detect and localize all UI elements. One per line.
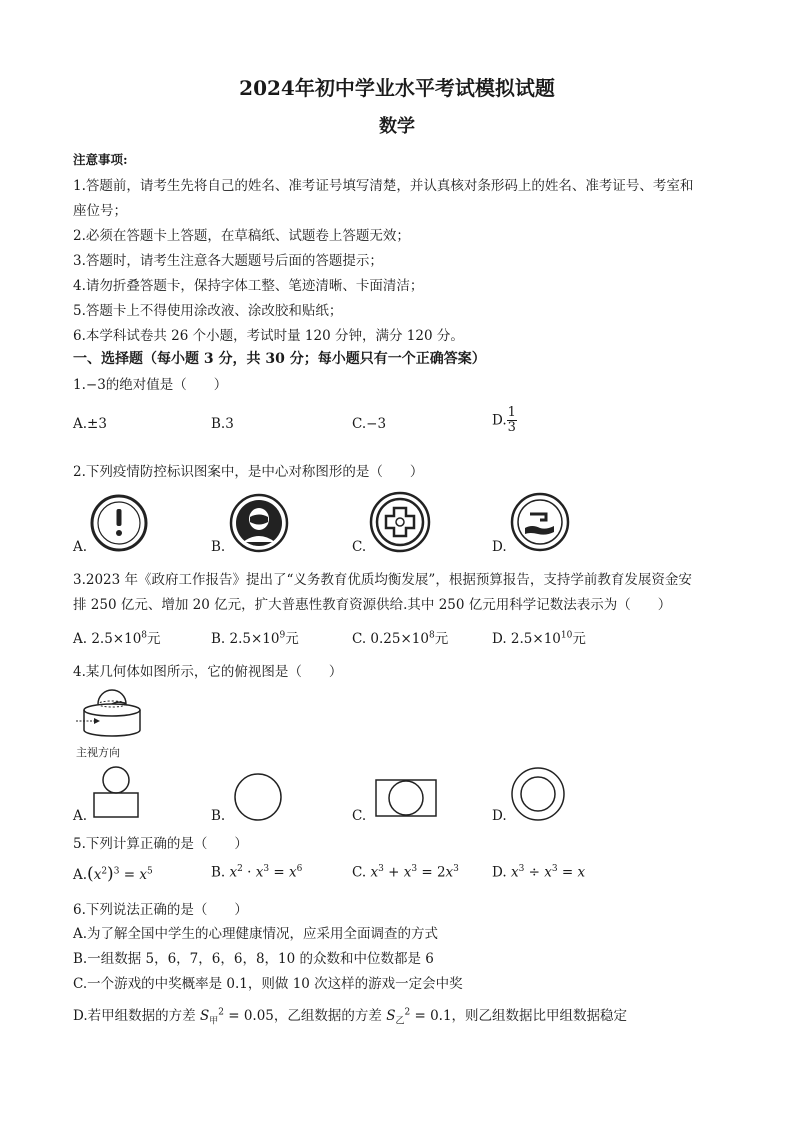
- notice-item: 6.本学科试卷共 26 个小题，考试时量 120 分钟，满分 120 分。: [73, 328, 464, 344]
- subject-title: 数学: [379, 116, 415, 137]
- q3-option-c: [352, 627, 448, 647]
- question-4-stem: 4.某几何体如图所示，它的俯视图是（ ）: [73, 664, 343, 680]
- exam-title: 2024年初中学业水平考试模拟试题: [239, 76, 555, 100]
- variance-symbol: S: [199, 1008, 210, 1024]
- q3-c-exponent: 8: [428, 630, 435, 641]
- fraction-denominator: 3: [507, 420, 516, 435]
- q3-c-unit: 元: [434, 631, 449, 647]
- variance-symbol: S: [386, 1008, 396, 1024]
- q3-a-exponent: 8: [141, 630, 148, 641]
- q1-option-c: C.−3: [352, 416, 387, 432]
- q5-option-a: $A.(x^2)^3 = x^5$: [73, 864, 153, 884]
- question-2-stem: 2.下列疫情防控标识图案中，是中心对称图形的是（ ）: [73, 464, 424, 480]
- q3-option-b: [211, 627, 299, 647]
- section-heading: 一、选择题（每小题 3 分，共 30 分；每小题只有一个正确答案）: [73, 351, 486, 367]
- q1-option-a: A.±3: [73, 416, 107, 432]
- q4-option-a: A.: [73, 808, 88, 824]
- variance-sub-jia: 甲: [209, 1016, 219, 1027]
- notice-item: 1.答题前，请考生先将自己的姓名、准考证号填写清楚，并认真核对条形码上的姓名、准考证号、考室和: [73, 178, 694, 194]
- q1-option-b: B.3: [211, 416, 234, 432]
- q6-d-part2: = 0.05，乙组数据的方差: [223, 1008, 387, 1024]
- q6-option-c: C.一个游戏的中奖概率是 0.1，则做 10 次这样的游戏一定会中奖: [73, 976, 463, 992]
- question-3-stem-line1: 3.2023 年《政府工作报告》提出了“义务教育优质均衡发展”，根据预算报告，支持学前教育发展资金安: [73, 572, 692, 588]
- fraction-numerator: 1: [507, 405, 516, 420]
- q2-option-c: C.: [352, 539, 367, 555]
- q5-d-label: D.: [492, 864, 507, 881]
- q3-b-exponent: 9: [279, 630, 286, 641]
- notice-item: 2.必须在答题卡上答题，在草稿纸、试题卷上答题无效；: [73, 228, 410, 244]
- q3-d-base: D. 2.5×10: [492, 631, 561, 647]
- q3-d-unit: 元: [572, 631, 586, 647]
- question-3-stem-line2: 排 250 亿元、增加 20 亿元，扩大普惠性教育资源供给.其中 250 亿元用科学记数法表示为（ ）: [73, 597, 672, 613]
- notice-item: 5.答题卡上不得使用涂改液、涂改胶和贴纸；: [73, 303, 343, 319]
- masked-person-icon: [228, 492, 290, 554]
- q2-option-d: D.: [492, 539, 507, 555]
- exclamation-sign-icon: [88, 492, 150, 554]
- q3-a-unit: 元: [147, 631, 161, 647]
- q3-option-a: [73, 627, 161, 647]
- medical-cross-icon: [368, 490, 432, 554]
- question-6-stem: 6.下列说法正确的是（ ）: [73, 902, 248, 918]
- q4-option-d-figure: [508, 764, 568, 824]
- variance-sub-yi: 乙: [395, 1016, 405, 1027]
- notice-item: 4.请勿折叠答题卡，保持字体工整、笔迹清晰、卡面清洁；: [73, 278, 424, 294]
- q4-option-a-figure: [88, 764, 144, 822]
- q3-c-base: C. 0.25×10: [352, 631, 429, 647]
- q4-option-b-figure: [230, 770, 286, 826]
- q3-a-base: A. 2.5×10: [73, 631, 142, 647]
- q3-option-d: [492, 627, 586, 647]
- notice-item: 3.答题时，请考生注意各大题题号后面的答题提示；: [73, 253, 383, 269]
- question-1-stem: 1.−3的绝对值是（ ）: [73, 377, 228, 393]
- solid-figure-icon: [74, 686, 148, 742]
- q6-option-d: D.若甲组数据的方差 $S_甲^2 = 0.05$，乙组数据的方差 $S_乙^2 = 0.1$，则乙组数据比甲组数据稳定: [73, 1007, 628, 1027]
- notice-item: 座位号；: [73, 203, 127, 219]
- q3-d-exponent: 10: [560, 630, 573, 641]
- q4-option-c-figure: [370, 770, 444, 826]
- q2-option-a: A.: [73, 539, 88, 555]
- q2-option-b: B.: [211, 539, 226, 555]
- q1-option-d-label: D.: [492, 412, 507, 429]
- q6-option-a: A.为了解全国中学生的心理健康情况，应采用全面调查的方式: [73, 926, 439, 942]
- q6-option-b: B.一组数据 5，6，7，6，6，8，10 的众数和中位数都是 6: [73, 951, 434, 967]
- q1-option-d: [492, 406, 517, 435]
- view-direction-label: 主视方向: [76, 746, 120, 759]
- q5-b-label: B.: [211, 864, 226, 881]
- q4-option-b: B.: [211, 808, 226, 824]
- q3-b-base: B. 2.5×10: [211, 631, 280, 647]
- q5-option-c: C. $x^3 + x^3 = 2x^3$: [352, 864, 459, 881]
- q3-b-unit: 元: [285, 631, 299, 647]
- fraction: [507, 406, 517, 435]
- hand-wash-icon: [508, 490, 572, 554]
- q6-d-part3: = 0.1，则乙组数据比甲组数据稳定: [410, 1008, 628, 1024]
- q5-option-b: B. $x^2 \cdot x^3 = x^6$: [211, 864, 303, 881]
- q5-option-d: D. $x^3 \div x^3 = x$: [492, 864, 586, 881]
- question-5-stem: 5.下列计算正确的是（ ）: [73, 836, 248, 852]
- q5-c-label: C.: [352, 864, 367, 881]
- q4-option-d: D.: [492, 808, 507, 824]
- q6-d-part1: D.若甲组数据的方差: [73, 1008, 200, 1024]
- q4-option-c: C.: [352, 808, 367, 824]
- q5-a-label: A.: [73, 867, 88, 883]
- notice-heading: 注意事项:: [73, 152, 128, 167]
